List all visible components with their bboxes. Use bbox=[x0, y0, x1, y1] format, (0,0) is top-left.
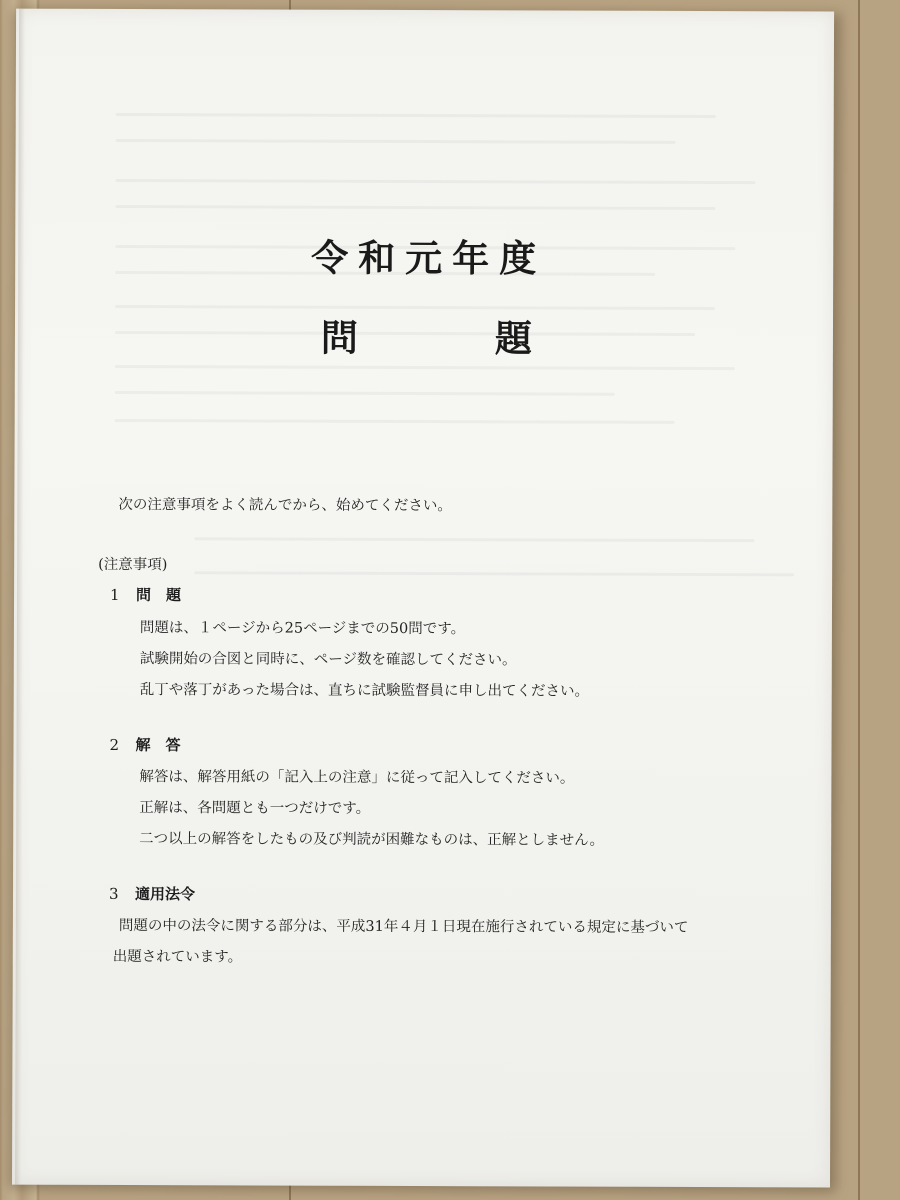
show-through-text bbox=[115, 205, 715, 210]
document-title-year: 令和元年度 bbox=[311, 235, 547, 281]
section-heading bbox=[109, 883, 195, 904]
section-number: 2 bbox=[109, 735, 120, 754]
section-text-line: 問題の中の法令に関する部分は、平成31年４月１日現在施行されている規定に基づいて bbox=[118, 917, 689, 936]
floor-board-seam bbox=[858, 0, 860, 1200]
section-title: 問 題 bbox=[136, 586, 182, 605]
section-text-line: 解答は、解答用紙の「記入上の注意」に従って記入してください。 bbox=[139, 769, 575, 787]
show-through-text bbox=[115, 365, 735, 370]
show-through-text bbox=[115, 419, 675, 424]
exam-booklet-cover bbox=[12, 9, 834, 1188]
section-text-line: 乱丁や落丁があった場合は、直ちに試験監督員に申し出てください。 bbox=[139, 682, 590, 700]
section-text-line: 試験開始の合図と同時に、ページ数を確認してください。 bbox=[139, 651, 517, 669]
show-through-text bbox=[115, 391, 615, 396]
document-title-question-char1: 問 bbox=[320, 315, 359, 360]
document-title-question-char2: 題 bbox=[494, 316, 533, 361]
section-heading bbox=[109, 734, 180, 755]
notes-heading: (注意事項) bbox=[98, 556, 168, 574]
binding-edge bbox=[15, 9, 25, 1185]
section-heading bbox=[110, 584, 181, 605]
show-through-text bbox=[194, 537, 754, 542]
section-text-line: 二つ以上の解答をしたもの及び判読が困難なものは、正解としません。 bbox=[139, 831, 605, 849]
instruction-intro: 次の注意事項をよく読んでから、始めてください。 bbox=[118, 496, 452, 515]
section-text-line: 問題は、１ページから25ページまでの50問です。 bbox=[139, 620, 466, 638]
show-through-text bbox=[115, 179, 755, 184]
show-through-text bbox=[115, 331, 695, 336]
show-through-text bbox=[194, 571, 794, 576]
show-through-text bbox=[116, 139, 676, 144]
section-text-line: 正解は、各問題とも一つだけです。 bbox=[139, 800, 371, 817]
section-title: 解 答 bbox=[135, 736, 181, 755]
show-through-text bbox=[115, 305, 715, 310]
section-number: 3 bbox=[108, 884, 119, 903]
section-text-line: 出題されています。 bbox=[112, 948, 243, 966]
show-through-text bbox=[116, 113, 716, 118]
section-number: 1 bbox=[110, 585, 120, 604]
section-title: 適用法令 bbox=[134, 885, 196, 904]
